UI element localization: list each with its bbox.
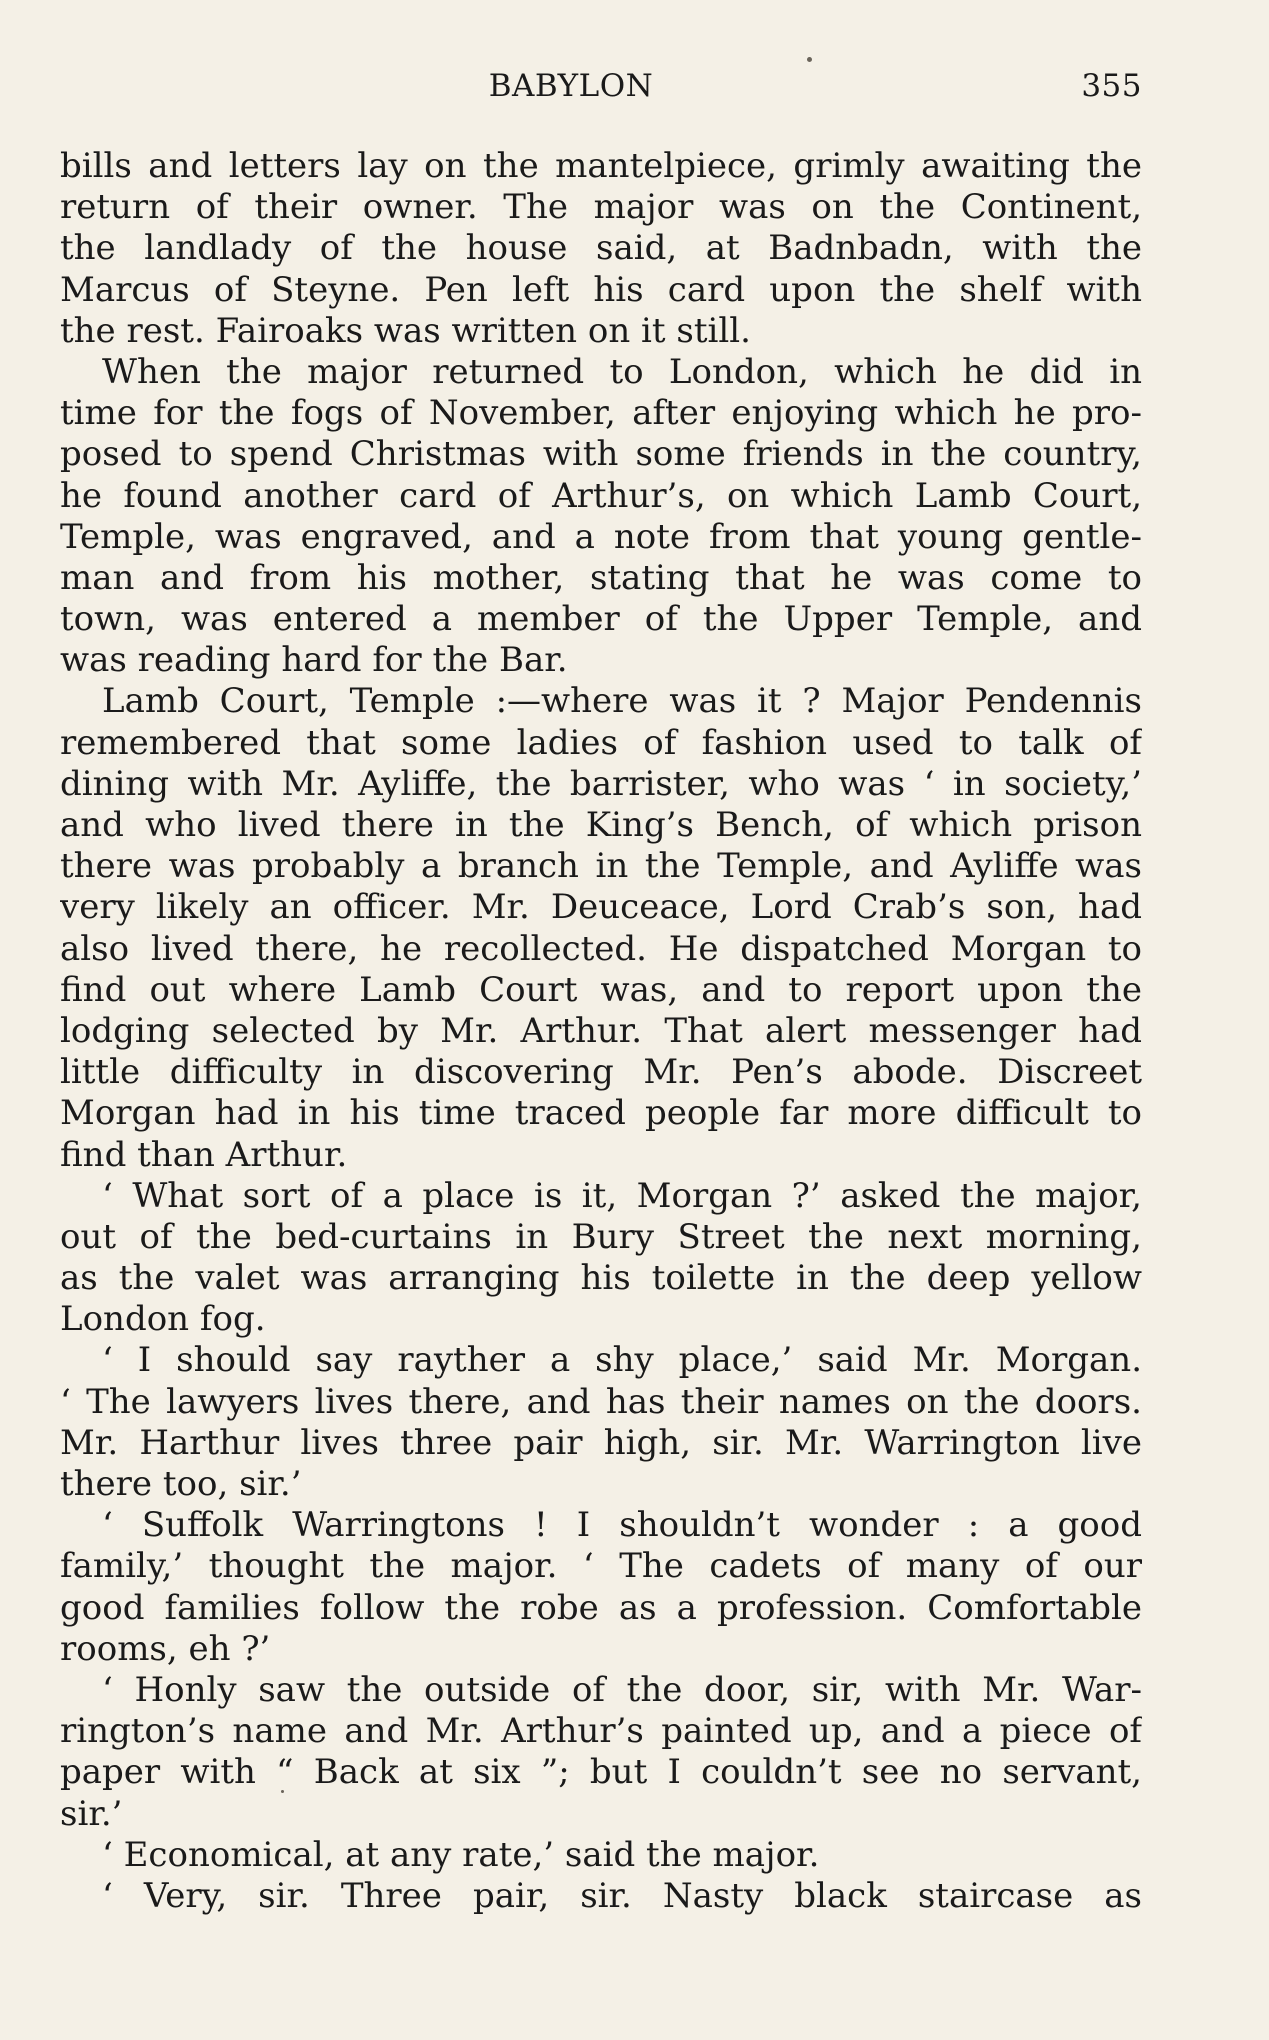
text-line: posed to spend Christmas with some friends in the country,	[60, 434, 1142, 475]
text-line: ‘ Economical, at any rate,’ said the major.	[102, 1834, 820, 1875]
text-line: man and from his mother, stating that he was come to	[60, 557, 1142, 598]
text-line: ‘ The lawyers lives there, and has their names on the doors.	[60, 1381, 1142, 1422]
page-number: 355	[1081, 68, 1142, 104]
text-line: town, was entered a member of the Upper Temple, and	[60, 599, 1142, 640]
text-line: the landlady of the house said, at Badnbadn, with the	[60, 228, 1142, 269]
text-line: family,’ thought the major. ‘ The cadets of many of our	[60, 1546, 1142, 1587]
text-line: ‘ Suffolk Warringtons ! I shouldn’t wonder : a good	[102, 1505, 1142, 1546]
text-line: little difficulty in discovering Mr. Pen’s abode. Discreet	[60, 1052, 1142, 1093]
text-line: ‘ What sort of a place is it, Morgan ?’ asked the major,	[102, 1175, 1142, 1216]
text-line: ‘ Very, sir. Three pair, sir. Nasty black staircase as	[102, 1875, 1142, 1916]
text-line: return of their owner. The major was on the Continent,	[60, 187, 1142, 228]
text-line: rington’s name and Mr. Arthur’s painted up, and a piece of	[60, 1711, 1142, 1752]
ink-speck	[807, 57, 812, 62]
text-line: very likely an officer. Mr. Deuceace, Lord Crab’s son, had	[60, 887, 1142, 928]
text-line: Temple, was engraved, and a note from that young gentle-	[60, 516, 1142, 557]
text-line: the rest. Fairoaks was written on it still.	[60, 310, 751, 351]
text-line: time for the fogs of November, after enjoying which he pro-	[60, 393, 1142, 434]
text-line: Morgan had in his time traced people far more difficult to	[60, 1093, 1142, 1134]
text-line: paper with “ Back at six ”; but I couldn’t see no servant,	[60, 1752, 1142, 1793]
text-line: sir.’	[60, 1793, 123, 1834]
text-line: good families follow the robe as a profession. Comfortable	[60, 1587, 1142, 1628]
text-line: bills and letters lay on the mantelpiece, grimly awaiting the	[60, 146, 1142, 186]
text-line: was reading hard for the Bar.	[60, 640, 568, 681]
text-line: ‘ Honly saw the outside of the door, sir, with Mr. War-	[102, 1669, 1142, 1710]
text-line: lodging selected by Mr. Arthur. That alert messenger had	[60, 1010, 1142, 1051]
text-line: as the valet was arranging his toilette in the deep yellow	[60, 1258, 1142, 1299]
text-line: When the major returned to London, which he did in	[102, 351, 1142, 392]
text-line: ‘ I should say rayther a shy place,’ said Mr. Morgan.	[102, 1340, 1142, 1381]
text-line: find than Arthur.	[60, 1134, 348, 1175]
text-line: there was probably a branch in the Temple, and Ayliffe was	[60, 846, 1142, 887]
text-line: remembered that some ladies of fashion used to talk of	[60, 722, 1142, 763]
text-line: rooms, eh ?’	[60, 1628, 271, 1669]
text-line: Marcus of Steyne. Pen left his card upon the shelf with	[60, 269, 1142, 310]
text-line: Lamb Court, Temple :—where was it ? Major Pendennis	[102, 681, 1142, 722]
running-head	[60, 68, 1142, 114]
text-line: and who lived there in the King’s Bench, of which prison	[60, 805, 1142, 845]
running-title: BABYLON	[488, 68, 654, 104]
text-line: he found another card of Arthur’s, on which Lamb Court,	[60, 475, 1142, 516]
text-line: find out where Lamb Court was, and to report upon the	[60, 969, 1142, 1010]
text-line: London fog.	[60, 1299, 266, 1340]
body-text	[60, 146, 1142, 1917]
text-line: also lived there, he recollected. He dispatched Morgan to	[60, 928, 1142, 969]
text-line: there too, sir.’	[60, 1464, 302, 1504]
text-line: out of the bed-curtains in Bury Street the next morning,	[60, 1216, 1142, 1257]
text-line: dining with Mr. Ayliffe, the barrister, who was ‘ in society,’	[60, 763, 1142, 804]
text-line: Mr. Harthur lives three pair high, sir. Mr. Warrington live	[60, 1422, 1142, 1463]
